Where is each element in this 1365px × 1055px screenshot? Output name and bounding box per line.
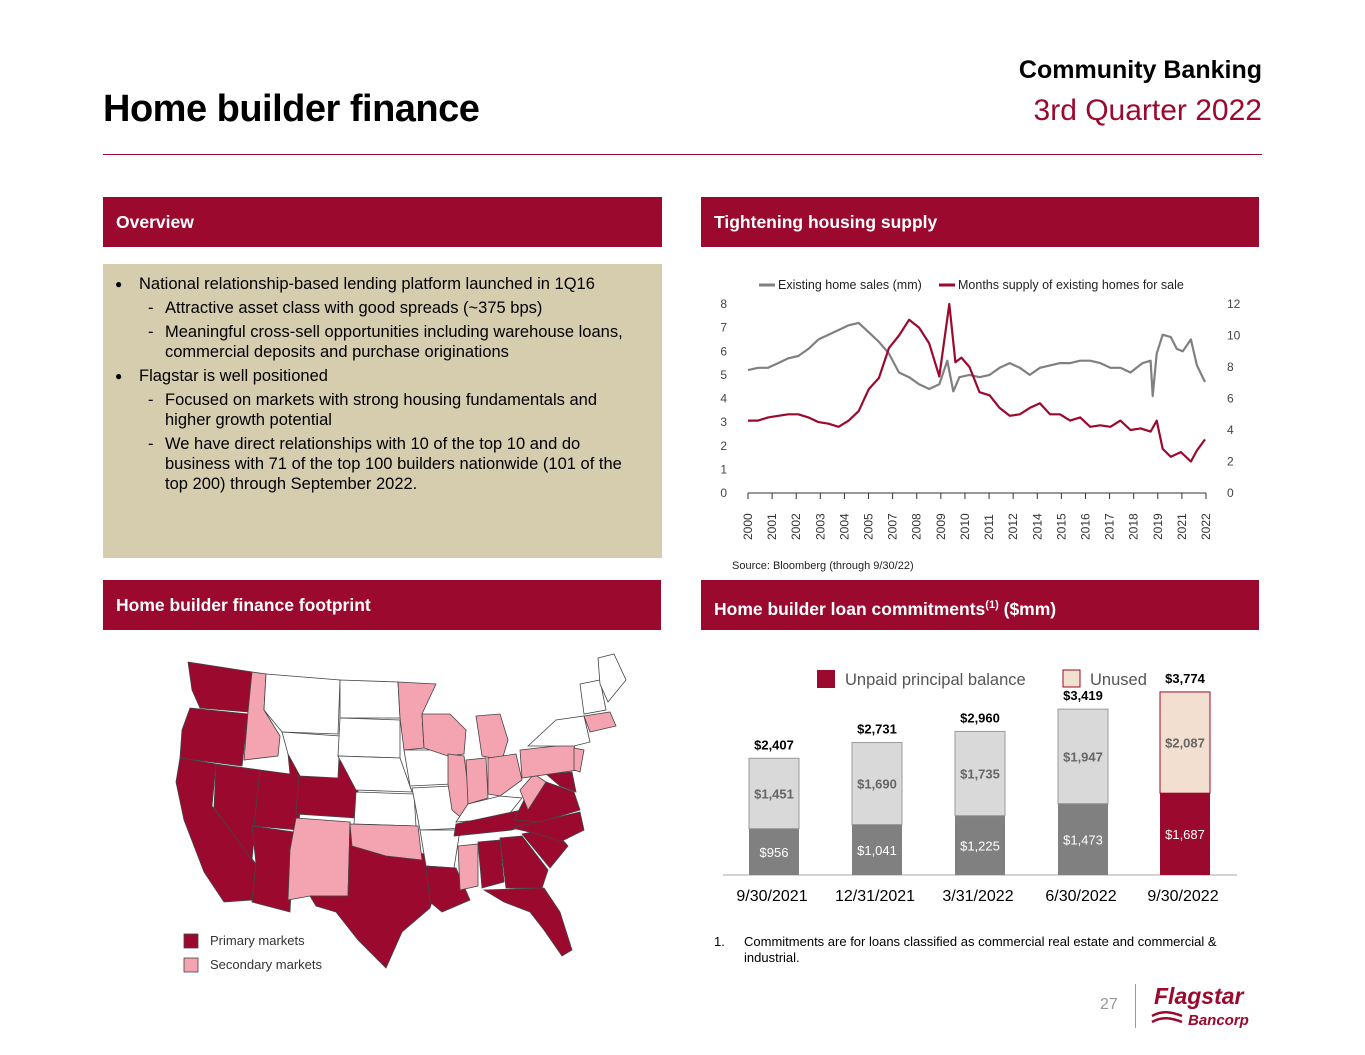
map-state-or [180,708,248,766]
bar-category-label: 3/31/2022 [942,888,1014,905]
footer-divider [1135,984,1136,1028]
overview-line-bullet: ● Flagstar is well positioned [115,366,648,386]
logo-wave-icon [1152,1012,1182,1022]
map-state-wi [422,714,466,756]
y-right-tick-label: 12 [1227,297,1241,311]
map-state-ny [528,716,590,746]
x-tick-label: 2008 [909,513,924,540]
footnote-text [714,934,1217,966]
y-left-tick-label: 1 [720,462,727,477]
map-state-ms [458,844,478,890]
footnote-line-2: industrial. [744,950,800,965]
x-tick-label: 2004 [837,513,852,540]
bar-category-label: 9/30/2021 [736,888,808,905]
x-tick-label: 2002 [789,513,804,540]
y-left-tick-label: 8 [720,297,727,311]
legend-unused-label: Unused [1090,671,1147,689]
x-tick-label: 2015 [1054,513,1069,540]
overview-line-sub: - Focused on markets with strong housing fundamentals and [115,390,648,410]
bar-unused-label: $2,087 [1165,735,1205,751]
legend-home-sales-label: Existing home sales (mm) [778,278,922,292]
overview-header [103,197,662,247]
logo-main-text: Flagstar [1154,983,1244,1009]
overview-line-cont: higher growth potential [165,411,332,429]
legend-upb-label: Unpaid principal balance [845,671,1026,689]
y-right-tick-label: 0 [1227,486,1234,500]
chart-source: Source: Bloomberg (through 9/30/22) [732,560,914,572]
us-footprint-map [160,650,630,980]
bar-unused-label: $1,735 [960,766,1000,782]
y-left-tick-label: 6 [720,344,727,359]
y-right-tick-label: 2 [1227,454,1234,469]
y-right-tick-label: 4 [1227,423,1234,437]
footnote-number: 1. [714,934,725,949]
series-line-2 [748,304,1205,462]
x-tick-label: 2001 [765,513,780,540]
overview-panel [103,264,662,558]
x-tick-label: 2011 [982,514,997,540]
section-label: Community Banking [1018,56,1262,84]
commitments-bar-chart [701,660,1261,910]
housing-supply-line-chart [701,262,1261,577]
y-left-tick-label: 0 [720,486,727,500]
overview-heading: Overview [116,212,194,232]
x-tick-label: 2017 [1102,513,1117,540]
x-tick-label: 2021 [1174,513,1189,540]
x-tick-label: 2016 [1078,513,1093,540]
overview-lines [115,274,648,494]
footprint-heading: Home builder finance footprint [116,595,371,615]
header-divider [103,154,1262,155]
map-state-ia [404,750,452,786]
map-state-nm [288,818,350,900]
bar-upb-label: $1,225 [960,838,1000,854]
x-tick-label: 2007 [885,513,900,540]
bar-total-label: $3,419 [1063,688,1103,704]
bar-category-label: 12/31/2021 [834,888,916,905]
bar-upb-label: $1,473 [1063,832,1103,848]
bar-total-label: $2,731 [857,721,897,737]
bar-unused-label: $1,690 [857,776,897,792]
map-state-nj [574,748,584,772]
period-label: 3rd Quarter 2022 [1033,94,1262,127]
overview-line-cont: top 200) through September 2022. [165,475,418,493]
legend-primary-swatch [184,934,198,948]
footnote [714,934,1217,966]
map-state-sd [338,718,400,758]
bar-upb-label: $1,687 [1165,827,1205,843]
map-state-nd [340,680,400,718]
supply-heading: Tightening housing supply [714,212,938,232]
footnote-line-1: Commitments are for loans classified as commercial real estate and commercial & [744,934,1217,949]
bar-category-label: 9/30/2022 [1147,888,1219,905]
bar-unused-label: $1,947 [1063,749,1103,765]
logo-sub-text: Bancorp [1188,1012,1249,1029]
supply-header [701,197,1259,247]
bar-category-label: 6/30/2022 [1045,888,1117,905]
overview-line-cont: business with 71 of the top 100 builders nationwide (101 of the [165,455,622,473]
map-state-mt [264,674,340,734]
x-tick-label: 2009 [933,513,948,540]
legend-secondary-swatch [184,958,198,972]
y-right-tick-label: 10 [1227,328,1241,343]
y-left-tick-label: 3 [720,415,727,430]
overview-line-sub: - We have direct relationships with 10 of the top 10 and do [115,434,648,454]
footprint-header [103,580,661,630]
x-tick-label: 2005 [861,513,876,540]
bar-total-label: $2,960 [960,710,1000,726]
commitments-heading-sup: (1) [985,599,999,611]
legend-primary-label: Primary markets [210,933,305,948]
map-state-ks [354,792,416,826]
map-state-in [466,758,488,804]
legend-months-supply-label: Months supply of existing homes for sale [958,278,1184,292]
map-state-wa [188,662,252,712]
x-tick-label: 2003 [813,513,828,540]
overview-line-sub: - Meaningful cross-sell opportunities including warehouse loans, [115,322,648,342]
page-number: 27 [1100,996,1118,1013]
overview-line-sub: - Attractive asset class with good spreads (~375 bps) [115,298,648,318]
flagstar-logo [1148,980,1264,1032]
map-state-mi [476,714,508,760]
y-left-tick-label: 4 [720,391,727,406]
legend-upb-swatch [817,670,835,688]
x-tick-label: 2010 [957,513,972,540]
x-tick-label: 2019 [1150,513,1165,540]
x-tick-label: 2018 [1126,513,1141,540]
commitments-header [701,580,1259,630]
legend-secondary-label: Secondary markets [210,957,322,972]
legend-unused-swatch [1063,670,1080,687]
y-left-tick-label: 5 [720,367,727,382]
commitments-heading-tail: ($mm) [998,598,1057,619]
bar-total-label: $3,774 [1165,670,1205,686]
bar-upb-label: $1,041 [857,842,897,858]
x-tick-label: 2000 [741,513,755,540]
map-state-fl [484,888,572,956]
bar-total-label: $2,407 [754,737,794,753]
y-right-tick-label: 6 [1227,391,1234,406]
y-left-tick-label: 7 [720,320,727,335]
commitments-heading: Home builder loan commitments [714,598,986,619]
y-left-tick-label: 2 [720,438,727,453]
bar-upb-label: $956 [759,844,789,860]
bar-unused-label: $1,451 [754,786,794,802]
x-tick-label: 2012 [1006,513,1021,540]
map-state-al [478,840,504,888]
x-tick-label: 2014 [1030,513,1045,540]
overview-line-cont: commercial deposits and purchase originations [165,343,509,361]
map-state-ct-ri-ma [584,712,616,732]
page-title: Home builder finance [103,88,480,130]
overview-line-bullet: ● National relationship-based lending platform launched in 1Q16 [115,274,648,294]
map-state-oh [488,754,522,796]
y-right-tick-label: 8 [1227,360,1234,374]
x-tick-label: 2022 [1199,513,1213,540]
